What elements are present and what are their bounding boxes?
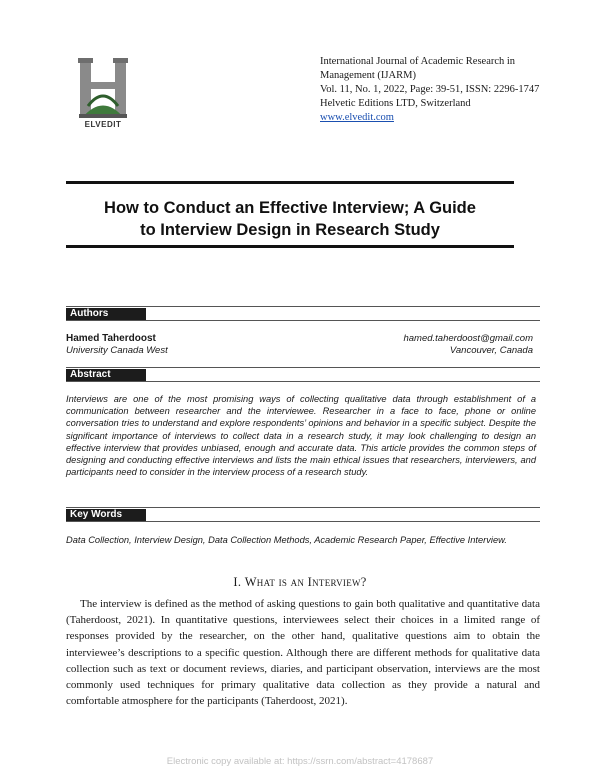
abstract-header: Abstract — [66, 369, 146, 381]
section-number: I. — [233, 575, 242, 589]
title-bottom-rule — [66, 245, 514, 248]
keywords-top-rule — [66, 507, 540, 508]
author-location: Vancouver, Canada — [449, 345, 533, 356]
keywords-text: Data Collection, Interview Design, Data Collection Methods, Academic Research Paper, Effective Interview. — [66, 535, 507, 545]
section-paragraph-text: The interview is defined as the method of asking questions to gain both qualitative and quantitative data (Taherdoost, 2021). In quantitative questions, interviewees select their choices in a limited range of responses provided by the researcher, on the other hand, qualitative questions aim to obtain the interviewee’s descriptions to a specific question. Although there are different methods for qualitative data collection such as text or document reviews, diaries, and participant observation, interviews are the most commonly used techniques for primary qualitative data collection as they provide a natural and comfortable atmosphere for the participants (Taherdoost, 2021). — [66, 598, 540, 708]
journal-name: International Journal of Academic Research in Management (IJARM) — [320, 56, 516, 81]
title-line-1: How to Conduct an Effective Interview; A Guide — [104, 199, 476, 217]
logo-wordmark: ELVEDIT — [84, 120, 122, 129]
section-paragraph — [66, 596, 540, 709]
publisher-logo — [78, 58, 128, 132]
abstract-text: Interviews are one of the most promising ways of collecting qualitative data through establishment of a communication between researcher and the interviewee. Researcher in a face to face, phone or online conversation tries to understand and explore respondents’ opinions and behavior in a specific subject. Despite the significant importance of interviews to collect data in a research study, it may look challenging to design an effective interview that provides unbiased, enough and accurate data. This article provides the common steps of designing and conducting effective interviews and lists the main ethical issues that researchers, interviewers, and participants need to consider in the interview process of a research study. — [66, 394, 536, 478]
abstract-bottom-rule — [66, 381, 540, 382]
paper-title — [66, 197, 514, 241]
title-line-2: to Interview Design in Research Study — [140, 221, 440, 239]
abstract-top-rule — [66, 367, 540, 368]
ssrn-footer: Electronic copy available at: https://ssrn.com/abstract=4178687 — [166, 756, 434, 767]
publisher-link[interactable]: www.elvedit.com — [320, 112, 394, 123]
journal-publisher: Helvetic Editions LTD, Switzerland — [320, 98, 471, 109]
authors-top-rule — [66, 306, 540, 307]
authors-header: Authors — [66, 308, 146, 320]
authors-bottom-rule — [66, 320, 540, 321]
author-affiliation: University Canada West — [66, 345, 168, 356]
journal-volume: Vol. 11, No. 1, 2022, Page: 39-51, ISSN: 2296-1747 — [320, 84, 540, 95]
keywords-bottom-rule — [66, 521, 540, 522]
keywords-header: Key Words — [66, 509, 146, 521]
title-top-rule — [66, 181, 514, 184]
journal-info — [320, 55, 550, 125]
section-title: What is an Interview? — [244, 575, 367, 589]
author-email: hamed.taherdoost@gmail.com — [403, 333, 533, 344]
section-heading — [0, 575, 600, 590]
author-name: Hamed Taherdoost — [66, 333, 156, 344]
